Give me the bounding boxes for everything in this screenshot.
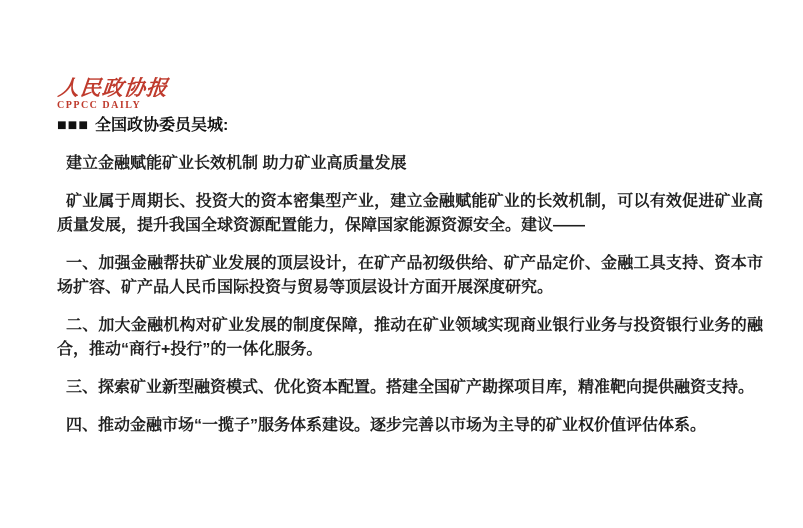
article-paragraph-point-1: 一、加强金融帮扶矿业发展的顶层设计，在矿产品初级供给、矿产品定价、金融工具支持、资本市场扩容、矿产品人民币国际投资与贸易等顶层设计方面开展深度研究。 (57, 255, 763, 296)
cppcc-daily-logo-subtitle: CPPCC DAILY (57, 100, 142, 111)
article-page (57, 78, 763, 438)
byline-text: 全国政协委员吴城: (95, 117, 229, 134)
article-paragraph-point-4: 四、推动金融市场“一揽子”服务体系建设。逐步完善以市场为主导的矿业权价值评估体系。 (66, 417, 707, 434)
masthead (57, 78, 763, 111)
byline (57, 114, 763, 138)
article-paragraph-intro: 矿业属于周期长、投资大的资本密集型产业，建立金融赋能矿业的长效机制，可以有效促进矿业高质量发展，提升我国全球资源配置能力，保障国家能源资源安全。建议—— (57, 193, 763, 234)
cppcc-daily-logo: 人民政协报 (56, 76, 170, 100)
article-paragraph-point-2: 二、加大金融机构对矿业发展的制度保障，推动在矿业领域实现商业银行业务与投资银行业务的融合，推动“商行+投行”的一体化服务。 (57, 317, 763, 358)
square-bullets-icon: ■■■ (57, 117, 89, 134)
article-title: 建立金融赋能矿业长效机制 助力矿业高质量发展 (66, 155, 407, 172)
article-paragraph-point-3: 三、探索矿业新型融资模式、优化资本配置。搭建全国矿产勘探项目库，精准靶向提供融资支持。 (66, 379, 755, 396)
